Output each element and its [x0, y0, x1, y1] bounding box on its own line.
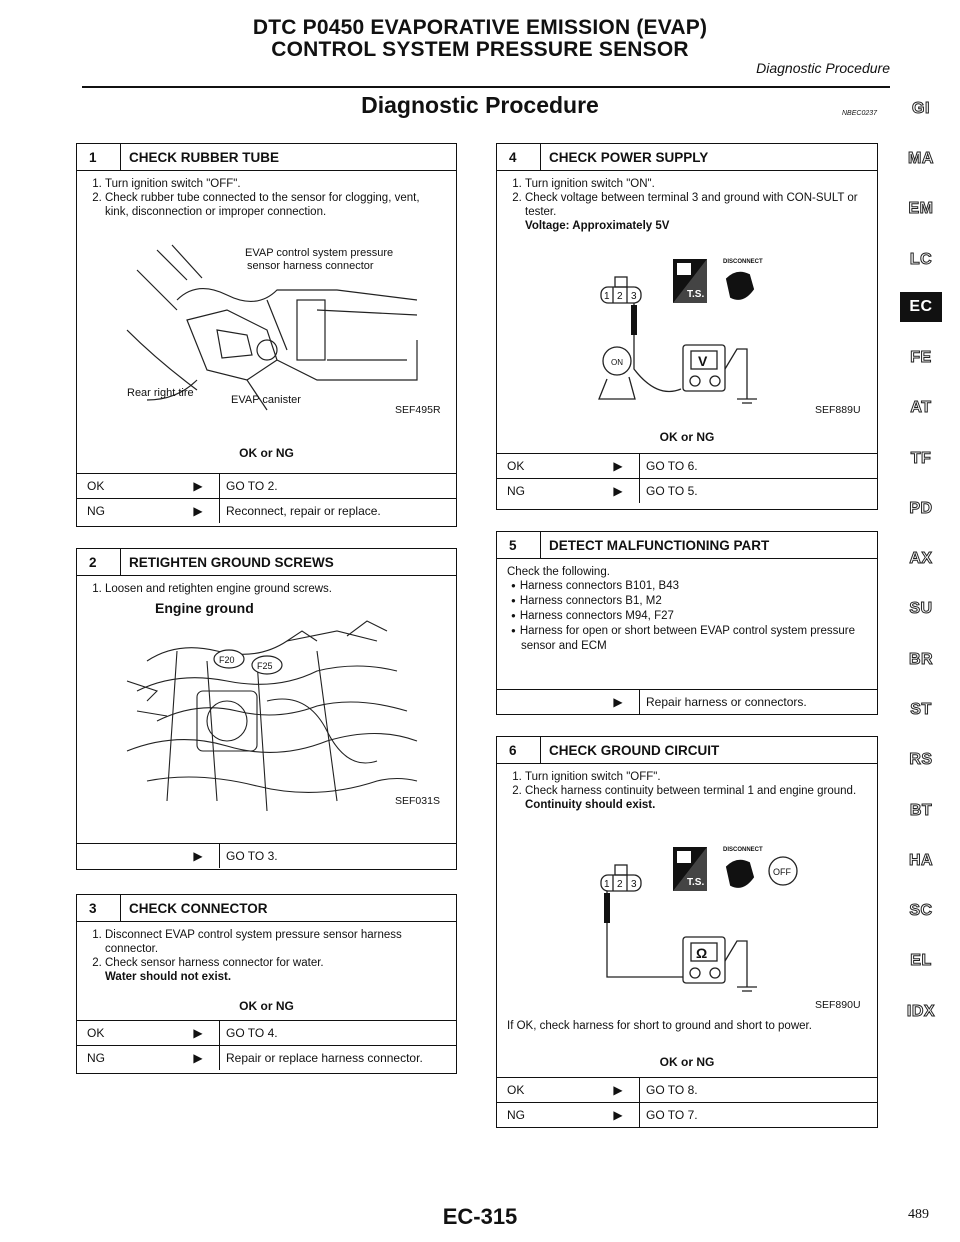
checklist-item: ● Harness connectors M94, F27: [521, 609, 867, 624]
section-tab-rs[interactable]: RS: [909, 751, 933, 768]
step-3-emphasis: Water should not exist.: [105, 971, 232, 983]
result-row: [77, 1020, 456, 1045]
step-6-instruction: 1. Turn ignition switch "OFF".: [525, 770, 867, 784]
section-tab-el[interactable]: EL: [910, 952, 932, 969]
result-condition: OK: [87, 1026, 105, 1040]
fig-label: F25: [257, 661, 273, 671]
step-4-title: CHECK POWER SUPPLY: [549, 149, 709, 165]
fig-label: T.S.: [687, 289, 705, 300]
fig-label: V: [698, 353, 708, 369]
fig-label: F20: [219, 655, 235, 665]
result-action: GO TO 5.: [639, 479, 877, 503]
arrow-icon: ▶: [613, 1108, 623, 1122]
step-5-header: [497, 532, 877, 559]
ok-ng-label: OK or NG: [239, 999, 294, 1013]
fig-label: Rear right tire: [127, 387, 194, 399]
arrow-icon: ▶: [613, 1083, 623, 1097]
step-5-box: [496, 531, 878, 715]
section-tab-idx[interactable]: IDX: [906, 1003, 936, 1020]
result-row: [497, 1077, 877, 1102]
arrow-icon: ▶: [193, 479, 203, 493]
section-tab-at[interactable]: AT: [910, 399, 932, 416]
result-action: GO TO 6.: [639, 454, 877, 478]
section-tab-su[interactable]: SU: [909, 600, 933, 617]
arrow-icon: ▶: [613, 484, 623, 498]
svg-text:1: 1: [604, 879, 610, 890]
section-tab-ec[interactable]: EC: [900, 292, 942, 322]
step-2-body: [77, 576, 456, 596]
result-row: [77, 473, 456, 498]
section-tab-br[interactable]: BR: [908, 651, 934, 668]
fig-label: sensor harness connector: [247, 260, 374, 272]
result-action: Reconnect, repair or replace.: [219, 499, 456, 523]
arrow-icon: ▶: [193, 504, 203, 518]
ok-ng-label: OK or NG: [659, 430, 715, 444]
fig-label: DISCONNECT: [723, 847, 763, 853]
step-3-header: [77, 895, 456, 922]
arrow-icon: ▶: [613, 695, 623, 709]
figure-code: SEF031S: [395, 795, 440, 807]
fig-label: EVAP canister: [231, 394, 301, 406]
step-6-instruction: 2. Check harness continuity between terminal 1 and engine ground.: [525, 784, 867, 798]
step-5-number: 5: [497, 532, 541, 558]
step-1-title: CHECK RUBBER TUBE: [129, 149, 280, 165]
result-action: Repair harness or connectors.: [639, 690, 877, 714]
section-tab-ma[interactable]: MA: [908, 150, 934, 167]
arrow-icon: ▶: [193, 1026, 203, 1040]
page-title-line1: DTC P0450 EVAPORATIVE EMISSION (EVAP): [252, 16, 708, 39]
step-4-header: [497, 144, 877, 171]
step-3-number: 3: [77, 895, 121, 921]
step-4-instruction: 1. Turn ignition switch "ON".: [525, 177, 867, 191]
section-tab-pd[interactable]: PD: [909, 500, 933, 517]
fig-label: DISCONNECT: [723, 259, 763, 265]
step-2-header: [77, 549, 456, 576]
evap-sensor-figure: [117, 240, 447, 420]
step-1-instruction: 1. Turn ignition switch "OFF".: [105, 177, 446, 191]
voltage-check-figure: [587, 249, 827, 409]
section-tab-lc[interactable]: LC: [909, 251, 933, 268]
step-2-number: 2: [77, 549, 121, 575]
result-row: [77, 843, 456, 868]
step-4-emphasis: Voltage: Approximately 5V: [525, 220, 670, 232]
step-5-intro: Check the following.: [507, 566, 610, 578]
step-1-instruction: 2. Check rubber tube connected to the sensor for clogging, vent, kink, disconnection or improper connection.: [105, 191, 446, 219]
result-row: [497, 453, 877, 478]
step-2-title: RETIGHTEN GROUND SCREWS: [129, 554, 334, 570]
section-tab-em[interactable]: EM: [908, 200, 934, 217]
result-condition: OK: [507, 459, 525, 473]
step-4-body: [497, 171, 877, 233]
section-title: Diagnostic Procedure: [361, 92, 599, 118]
step-6-body: [497, 764, 877, 812]
arrow-icon: ▶: [613, 459, 623, 473]
result-row: [497, 689, 877, 714]
section-tab-sc[interactable]: SC: [909, 902, 933, 919]
result-action: GO TO 8.: [639, 1078, 877, 1102]
svg-text:3: 3: [631, 879, 637, 890]
page-title-line2: CONTROL SYSTEM PRESSURE SENSOR: [271, 38, 689, 61]
step-2-instruction: 1. Loosen and retighten engine ground screws.: [105, 582, 446, 596]
fig-label: Engine ground: [155, 601, 254, 616]
fig-label: OFF: [773, 867, 791, 877]
checklist-item: ● Harness connectors B101, B43: [521, 579, 867, 594]
fig-label: ON: [611, 358, 623, 367]
step-4-box: [496, 143, 878, 510]
step-6-box: [496, 736, 878, 1128]
figure-code: SEF889U: [815, 404, 861, 416]
step-4-number: 4: [497, 144, 541, 170]
step-1-body: [77, 171, 456, 219]
result-row: [77, 498, 456, 523]
svg-text:2: 2: [617, 879, 623, 890]
step-1-header: [77, 144, 456, 171]
step-4-instruction: 2. Check voltage between terminal 3 and ground with CON-SULT or tester.: [525, 191, 867, 219]
step-6-note: If OK, check harness for short to ground and short to power.: [507, 1020, 812, 1032]
result-condition: OK: [507, 1083, 525, 1097]
fig-label: EVAP control system pressure: [245, 247, 394, 259]
step-6-number: 6: [497, 737, 541, 763]
svg-text:1: 1: [604, 291, 610, 302]
result-action: GO TO 2.: [219, 474, 456, 498]
continuity-check-figure: [587, 837, 827, 997]
step-2-box: [76, 548, 457, 870]
result-condition: NG: [507, 1108, 525, 1122]
step-6-emphasis: Continuity should exist.: [525, 799, 656, 811]
step-3-instruction: 2. Check sensor harness connector for water.: [105, 956, 446, 970]
header-rule: [82, 86, 890, 88]
ok-ng-label: OK or NG: [659, 1055, 715, 1069]
result-action: GO TO 3.: [219, 844, 456, 868]
page-code: EC-315: [442, 1204, 518, 1229]
fig-label: T.S.: [687, 877, 705, 888]
page-number: 489: [908, 1207, 929, 1222]
section-tab-st[interactable]: ST: [910, 701, 932, 718]
svg-text:2: 2: [617, 291, 623, 302]
step-3-instruction: 1. Disconnect EVAP control system pressure sensor harness connector.: [105, 928, 446, 956]
section-tab-gi[interactable]: GI: [912, 100, 930, 117]
result-condition: OK: [87, 479, 105, 493]
checklist-item: ● Harness connectors B1, M2: [521, 594, 867, 609]
figure-code: SEF495R: [395, 404, 441, 416]
ok-ng-label: OK or NG: [239, 446, 294, 460]
result-condition: NG: [87, 504, 105, 518]
section-tab-tf[interactable]: TF: [910, 450, 932, 467]
step-1-number: 1: [77, 144, 121, 170]
engine-ground-figure: [117, 601, 437, 816]
result-row: [497, 1102, 877, 1127]
step-3-body: [77, 922, 456, 984]
result-condition: NG: [87, 1051, 105, 1065]
result-action: Repair or replace harness connector.: [219, 1046, 456, 1070]
result-row: [77, 1045, 456, 1070]
step-6-title: CHECK GROUND CIRCUIT: [549, 742, 720, 758]
fig-label: Ω: [696, 945, 708, 961]
step-5-title: DETECT MALFUNCTIONING PART: [549, 537, 770, 553]
section-tab-fe[interactable]: FE: [910, 349, 932, 366]
checklist-item: ● Harness for open or short between EVAP control system pressure sensor and ECM: [521, 624, 867, 653]
arrow-icon: ▶: [193, 1051, 203, 1065]
step-3-title: CHECK CONNECTOR: [129, 900, 268, 916]
step-1-box: [76, 143, 457, 527]
step-3-box: [76, 894, 457, 1074]
svg-text:3: 3: [631, 291, 637, 302]
arrow-icon: ▶: [193, 849, 203, 863]
section-subhead: Diagnostic Procedure: [756, 60, 890, 76]
section-tab-ha[interactable]: HA: [908, 852, 934, 869]
section-tab-bt[interactable]: BT: [909, 802, 933, 819]
step-6-header: [497, 737, 877, 764]
result-action: GO TO 7.: [639, 1103, 877, 1127]
ref-code: NBEC0237: [842, 110, 878, 117]
step-5-body: [497, 559, 877, 653]
figure-code: SEF890U: [815, 999, 861, 1011]
result-action: GO TO 4.: [219, 1021, 456, 1045]
section-tab-ax[interactable]: AX: [909, 550, 933, 567]
result-condition: NG: [507, 484, 525, 498]
result-row: [497, 478, 877, 503]
